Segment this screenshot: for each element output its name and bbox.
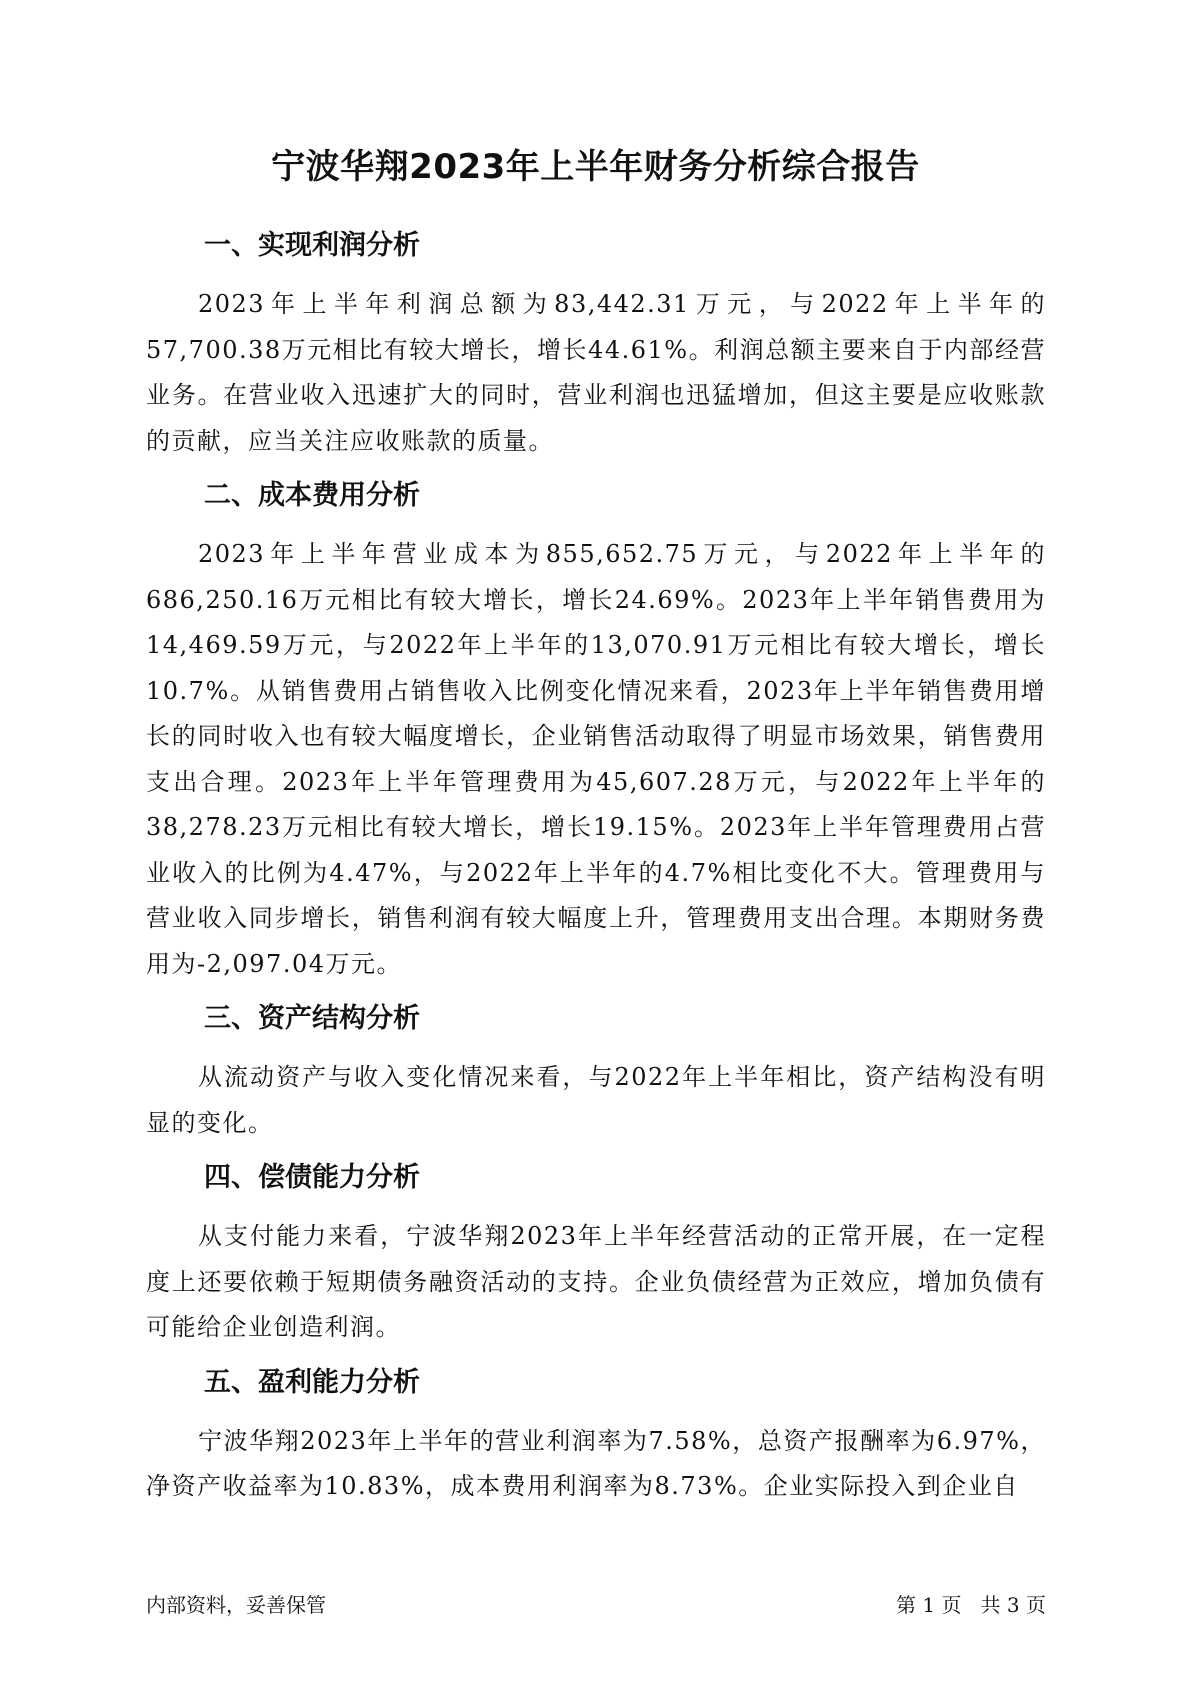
section-heading-assets: 三、资产结构分析	[204, 1003, 420, 1034]
section-paragraph-profitability: 宁波华翔2023年上半年的营业利润率为7.58%，总资产报酬率为6.97%，净资产收益率为10.83%，成本费用利润率为8.73%。企业实际投入到企业自	[146, 1426, 1046, 1500]
footer-confidential-note: 内部资料，妥善保管	[146, 1593, 326, 1617]
section-heading-solvency: 四、偿债能力分析	[204, 1162, 420, 1193]
section-paragraph-assets: 从流动资产与收入变化情况来看，与2022年上半年相比，资产结构没有明显的变化。	[146, 1063, 1046, 1137]
report-title: 宁波华翔2023年上半年财务分析综合报告	[271, 147, 920, 187]
page-footer	[146, 1591, 1046, 1619]
page-number: 第 1 页 共 3 页	[896, 1593, 1046, 1617]
section-paragraph-solvency: 从支付能力来看，宁波华翔2023年上半年经营活动的正常开展，在一定程度上还要依赖于短期债务融资活动的支持。企业负债经营为正效应，增加负债有可能给企业创造利润。	[146, 1222, 1046, 1341]
section-paragraph-cost: 2023年上半年营业成本为855,652.75万元，与2022年上半年的686,250.16万元相比有较大增长，增长24.69%。2023年上半年销售费用为14,469.59万元，与2022年上半年的13,070.91万元相比有较大增长，增长10.7%。从销售费用占销售收入比例变化情况来看，2023年上半年销售费用增长的同时收入也有较大幅度增长，企业销售活动取得了明显市场效果，销售费用支出合理。2023年上半年管理费用为45,607.28万元，与2022年上半年的38,278.23万元相比有较大增长，增长19.15%。2023年上半年管理费用占营业收入的比例为4.47%，与2022年上半年的4.7%相比变化不大。管理费用与营业收入同步增长，销售利润有较大幅度上升，管理费用支出合理。本期财务费用为-2,097.04万元。	[146, 540, 1046, 978]
section-paragraph-profit: 2023年上半年利润总额为83,442.31万元，与2022年上半年的57,700.38万元相比有较大增长，增长44.61%。利润总额主要来自于内部经营业务。在营业收入迅速扩大的同时，营业利润也迅猛增加，但这主要是应收账款的贡献，应当关注应收账款的质量。	[146, 290, 1046, 455]
report-body	[146, 226, 1046, 1522]
section-heading-cost: 二、成本费用分析	[204, 480, 420, 511]
section-heading-profitability: 五、盈利能力分析	[204, 1366, 420, 1398]
section-heading-profit: 一、实现利润分析	[204, 230, 420, 261]
